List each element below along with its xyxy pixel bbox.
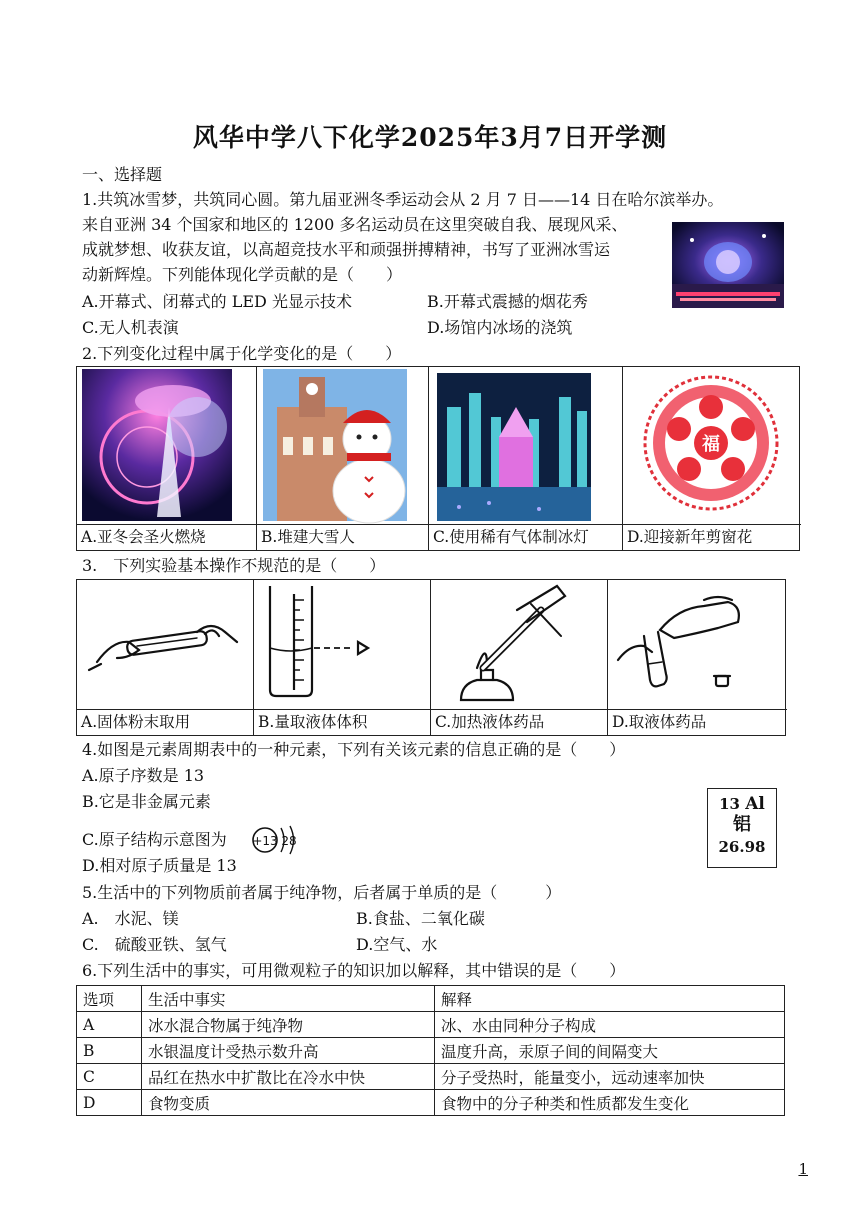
q3-stem: 3. 下列实验基本操作不规范的是（ ） <box>82 556 386 575</box>
row-fact: 食物变质 <box>142 1090 435 1116</box>
q5-option-a: A. 水泥、镁 <box>82 909 179 928</box>
row-option: B <box>77 1038 142 1064</box>
table-row <box>77 1012 785 1038</box>
q1-line-4: 动新辉煌。下列能体现化学贡献的是（ ） <box>82 265 403 284</box>
q3-option-a: A.固体粉末取用 <box>77 709 253 735</box>
ceremony-photo <box>672 222 784 308</box>
atomic-mass: 26.98 <box>718 838 766 856</box>
q5-option-c: C. 硫酸亚铁、氢气 <box>82 935 227 954</box>
q1-option-b: B.开幕式震撼的烟花秀 <box>427 292 588 311</box>
row-fact: 水银温度计受热示数升高 <box>142 1038 435 1064</box>
q3-option-b: B.量取液体体积 <box>254 709 430 735</box>
q2-cell-a <box>77 367 257 550</box>
row-option: D <box>77 1090 142 1116</box>
shell-electrons: 28 <box>281 834 297 848</box>
table-header-row <box>77 986 785 1012</box>
table-row <box>77 1064 785 1090</box>
row-explanation: 温度升高，汞原子间的间隔变大 <box>435 1038 785 1064</box>
row-option: A <box>77 1012 142 1038</box>
table-row <box>77 1090 785 1116</box>
row-fact: 品红在热水中扩散比在冷水中快 <box>142 1064 435 1090</box>
q2-option-b: B.堆建大雪人 <box>257 524 428 550</box>
q5-option-d: D.空气、水 <box>356 935 438 954</box>
ice-lantern-photo <box>429 367 622 524</box>
q4-option-d: D.相对原子质量是 13 <box>82 856 237 875</box>
q3-option-c: C.加热液体药品 <box>431 709 607 735</box>
header-explanation: 解释 <box>435 986 785 1012</box>
q3-cell-d <box>608 580 787 735</box>
q3-cell-b <box>254 580 431 735</box>
section-heading: 一、选择题 <box>82 165 163 184</box>
torch-ferris-wheel-photo <box>77 367 256 524</box>
q1-option-c: C.无人机表演 <box>82 318 179 337</box>
table-row <box>77 1038 785 1064</box>
q5-option-b: B.食盐、二氧化碳 <box>356 909 485 928</box>
q4-option-b: B.它是非金属元素 <box>82 792 211 811</box>
row-explanation: 食物中的分子种类和性质都发生变化 <box>435 1090 785 1116</box>
q6-stem: 6.下列生活中的事实，可用微观粒子的知识加以解释，其中错误的是（ ） <box>82 961 626 980</box>
row-explanation: 分子受热时，能量变小，远动速率加快 <box>435 1064 785 1090</box>
atomic-number: 13 <box>719 795 740 813</box>
powder-sampling-diagram <box>77 580 253 709</box>
pouring-liquid-diagram <box>608 580 786 709</box>
q6-table <box>76 985 785 1116</box>
row-explanation: 冰、水由同种分子构成 <box>435 1012 785 1038</box>
q4-option-c: C.原子结构示意图为 <box>82 830 227 849</box>
header-option: 选项 <box>77 986 142 1012</box>
q1-option-a: A.开幕式、闭幕式的 LED 光显示技术 <box>82 292 352 311</box>
paper-cutting-photo <box>623 367 799 524</box>
window-character: 福 <box>702 434 720 455</box>
q2-option-d: D.迎接新年剪窗花 <box>623 524 801 550</box>
nucleus-charge: +13 <box>252 834 278 848</box>
q1-line-1: 1.共筑冰雪梦，共筑同心圆。第九届亚洲冬季运动会从 2 月 7 日——14 日在哈尔滨举办。 <box>82 190 724 209</box>
q2-option-a: A.亚冬会圣火燃烧 <box>77 524 256 550</box>
atomic-structure-diagram <box>250 822 306 858</box>
q3-option-d: D.取液体药品 <box>608 709 787 735</box>
snowman-photo <box>257 367 428 524</box>
page-title: 风华中学八下化学2025年3月7日开学测 <box>192 123 668 152</box>
q3-cell-c <box>431 580 608 735</box>
q2-cell-b <box>257 367 429 550</box>
q1-option-d: D.场馆内冰场的浇筑 <box>427 318 573 337</box>
heating-liquid-diagram <box>431 580 607 709</box>
q2-cell-d <box>623 367 801 550</box>
measuring-cylinder-diagram <box>254 580 430 709</box>
q3-image-grid <box>76 579 786 736</box>
q2-image-grid <box>76 366 800 551</box>
q1-line-2: 来自亚洲 34 个国家和地区的 1200 多名运动员在这里突破自我、展现风采、 <box>82 215 628 234</box>
q5-stem: 5.生活中的下列物质前者属于纯净物，后者属于单质的是（ ） <box>82 883 562 902</box>
element-name: 铝 <box>733 814 751 835</box>
element-symbol: Al <box>745 794 765 814</box>
q2-cell-c <box>429 367 623 550</box>
q3-cell-a <box>77 580 254 735</box>
q2-option-c: C.使用稀有气体制冰灯 <box>429 524 622 550</box>
q1-line-3: 成就梦想、收获友谊，以高超竞技水平和顽强拼搏精神，书写了亚洲冰雪运 <box>82 240 611 259</box>
row-option: C <box>77 1064 142 1090</box>
q2-stem: 2.下列变化过程中属于化学变化的是（ ） <box>82 344 402 363</box>
row-fact: 冰水混合物属于纯净物 <box>142 1012 435 1038</box>
q4-stem: 4.如图是元素周期表中的一种元素，下列有关该元素的信息正确的是（ ） <box>82 740 626 759</box>
page-number: 1 <box>798 1160 808 1178</box>
periodic-element-card <box>707 788 777 868</box>
q4-option-a: A.原子序数是 13 <box>82 766 205 785</box>
header-fact: 生活中事实 <box>142 986 435 1012</box>
